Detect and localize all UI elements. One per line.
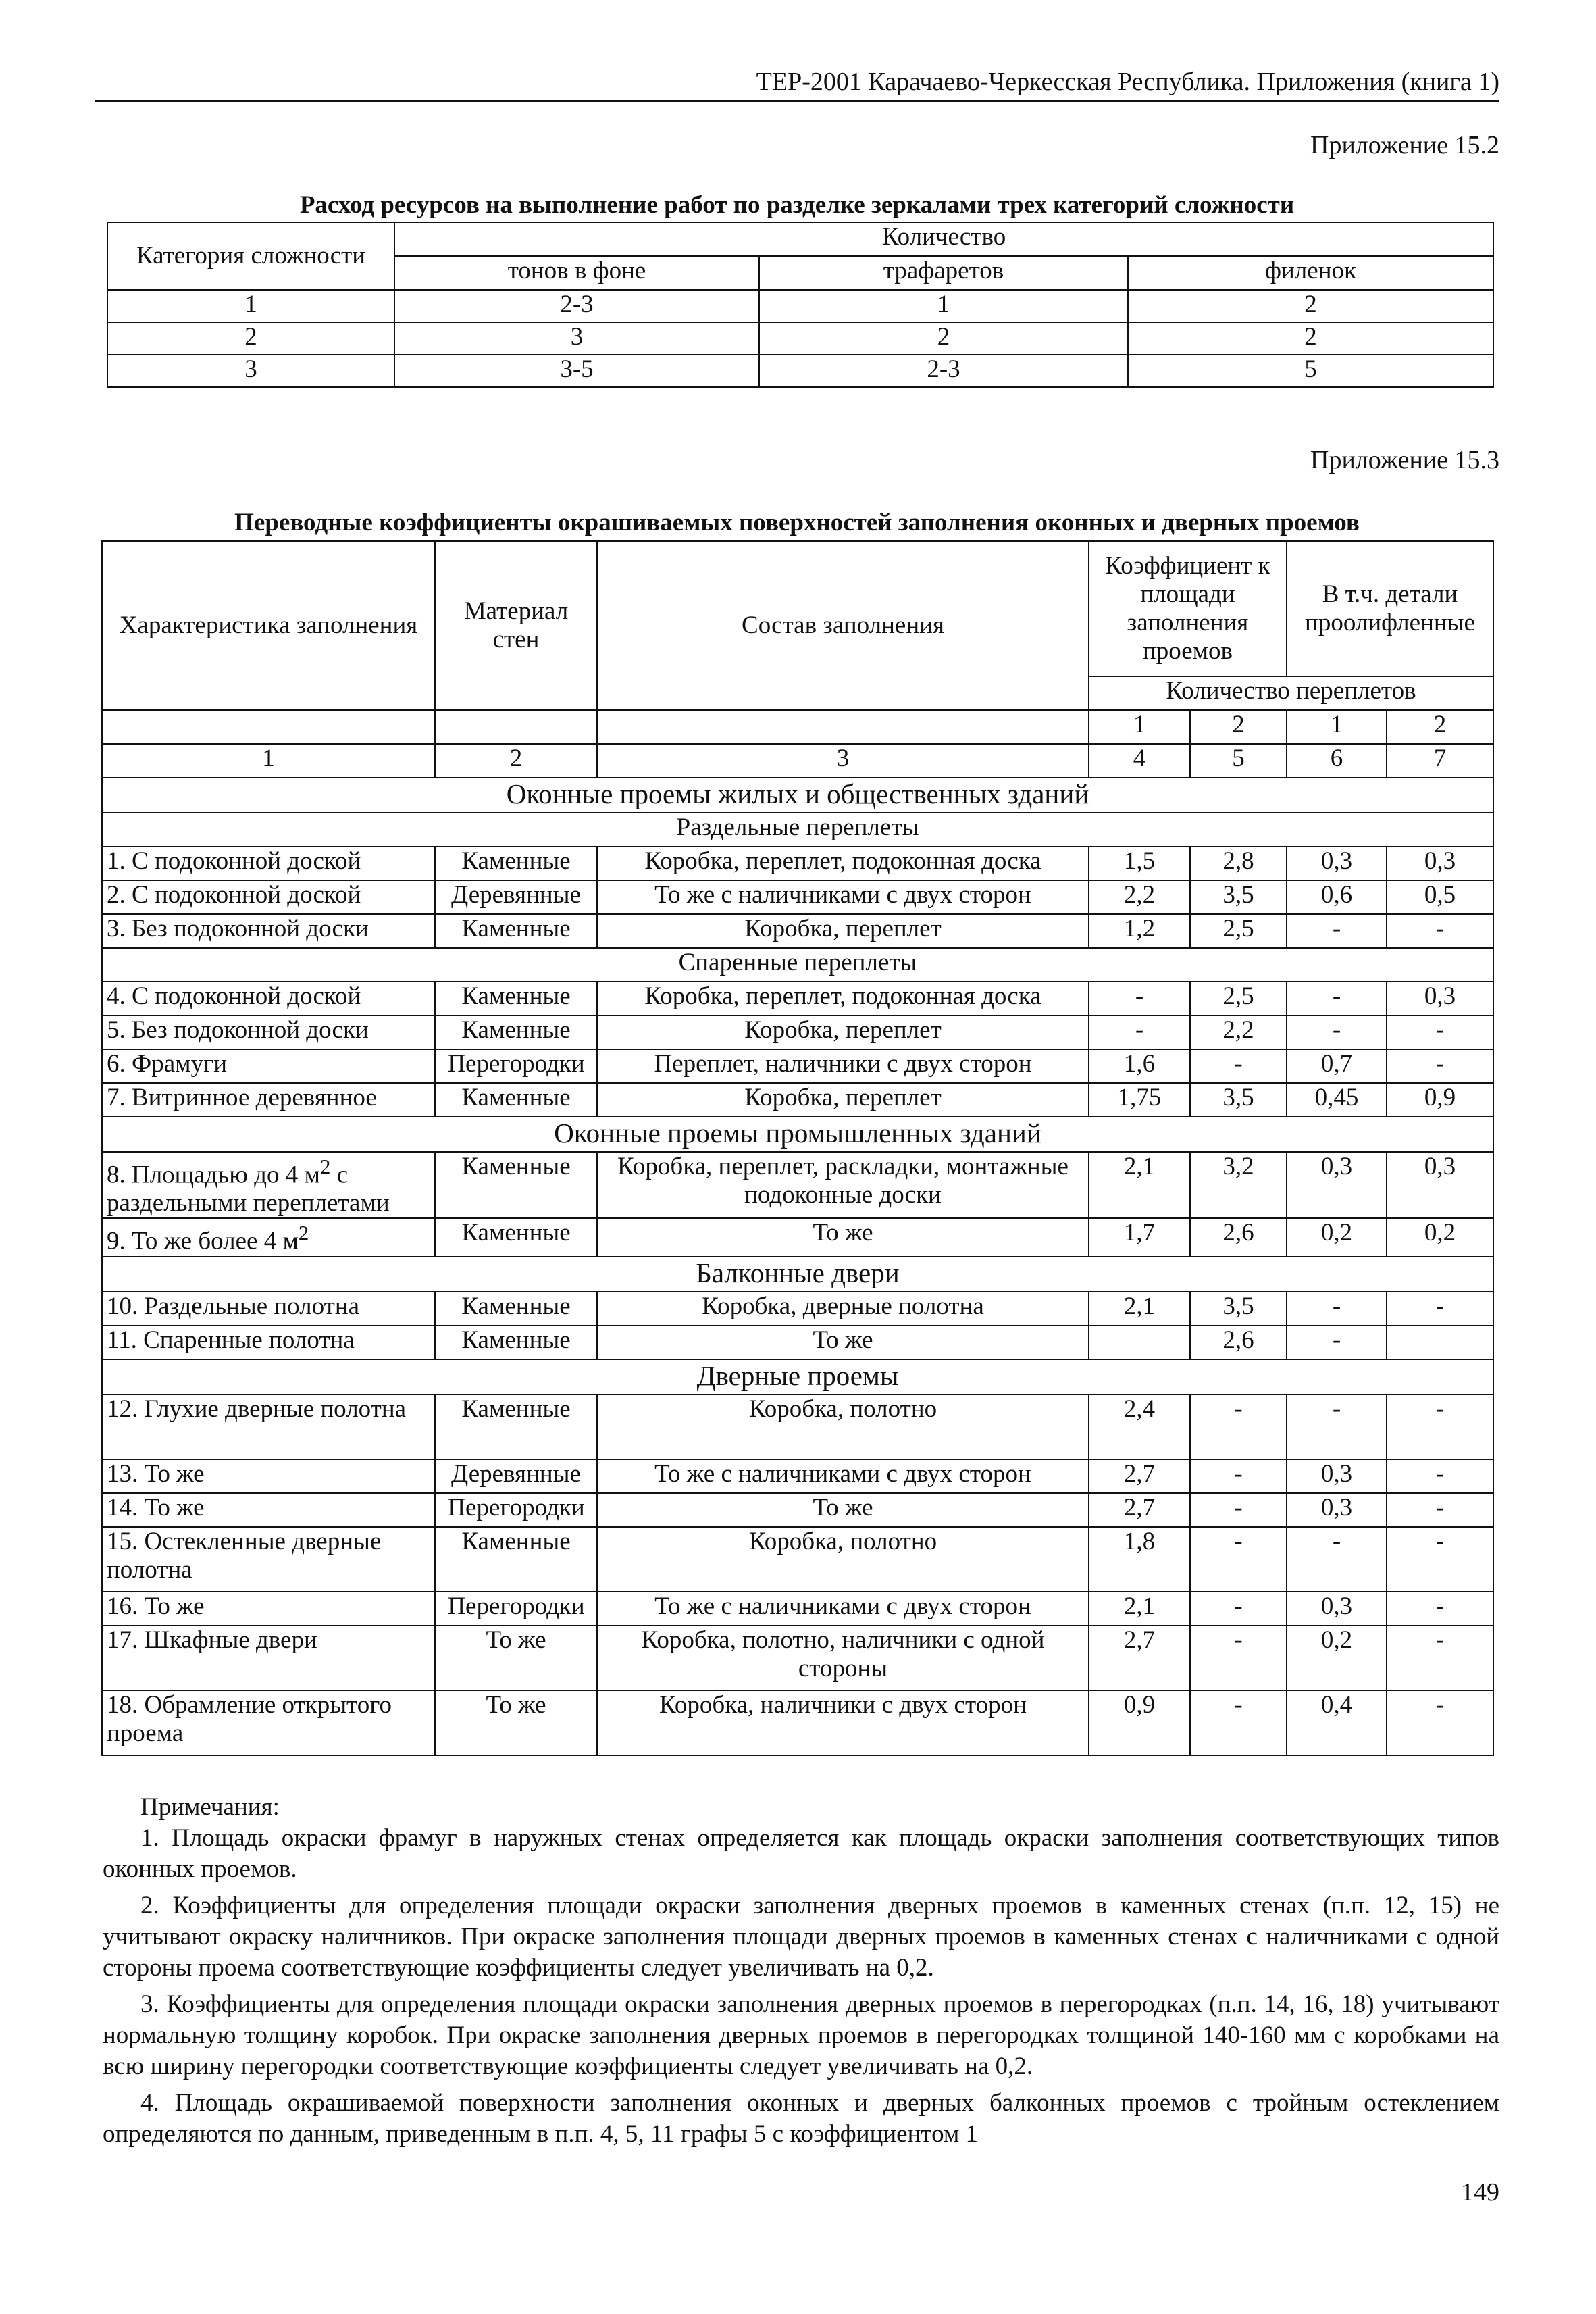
table-cell: 1,6 xyxy=(1089,1049,1190,1083)
table-cell: 2-3 xyxy=(759,355,1128,387)
row-label: с раздельными переплетами xyxy=(107,1161,390,1217)
table-row xyxy=(102,1326,1493,1359)
table-cell: 17. Шкафные двери xyxy=(102,1626,435,1690)
notes-block xyxy=(103,1792,1499,2155)
table-cell: Деревянные xyxy=(435,1459,597,1493)
note-item: 1. Площадь окраски фрамуг в наружных стенах определяется как площадь окраски заполнения соответствующих типов оконных проемов. xyxy=(103,1824,1499,1883)
table-cell: То же xyxy=(597,1493,1089,1527)
header-wall-material: Материал стен xyxy=(435,541,597,710)
table-cell: 0,45 xyxy=(1287,1083,1387,1117)
table-cell: Каменные xyxy=(435,1292,597,1326)
appendix-label-15-3: Приложение 15.3 xyxy=(1310,446,1499,474)
subsection-heading: Спаренные переплеты xyxy=(102,948,1493,982)
table-cell: Коробка, переплет xyxy=(597,1083,1089,1117)
table-cell: 2 xyxy=(107,322,394,355)
table-cell: Каменные xyxy=(435,847,597,880)
table-cell xyxy=(102,1218,435,1256)
header-category: Категория сложности xyxy=(107,222,394,290)
table-cell: - xyxy=(1190,1394,1287,1459)
table-cell: 3 xyxy=(107,355,394,387)
table-cell: 2,5 xyxy=(1190,914,1287,948)
table-row xyxy=(102,1292,1493,1326)
table-cell: 11. Спаренные полотна xyxy=(102,1326,435,1359)
table-cell xyxy=(1089,1326,1190,1359)
section-heading: Балконные двери xyxy=(102,1257,1493,1292)
header-frames-1: 1 xyxy=(1089,710,1190,744)
table-cell: Каменные xyxy=(435,914,597,948)
table-cell: 2 xyxy=(1128,322,1493,355)
table-cell: То же с наличниками с двух сторон xyxy=(597,880,1089,914)
table-cell: 2,8 xyxy=(1190,847,1287,880)
table-cell: Коробка, переплет, раскладки, монтажные подоконные доски xyxy=(597,1152,1089,1218)
table-cell: Каменные xyxy=(435,1083,597,1117)
note-item: 4. Площадь окрашиваемой поверхности заполнения оконных и дверных балконных проемов с тройным остеклением определяются по данным, приведенным в п.п. 4, 5, 11 графы 5 с коэффициентом 1 xyxy=(103,2089,1499,2148)
table-cell: 0,3 xyxy=(1387,847,1493,880)
table-cell: - xyxy=(1287,1015,1387,1049)
header-quantity: Количество xyxy=(394,222,1493,256)
table-cell: 3,5 xyxy=(1190,880,1287,914)
table-cell: - xyxy=(1287,1292,1387,1326)
table-cell: Каменные xyxy=(435,982,597,1015)
table-row xyxy=(107,322,1493,355)
table-cell: 0,4 xyxy=(1287,1690,1387,1755)
table-cell: - xyxy=(1387,1527,1493,1592)
superscript: 2 xyxy=(298,1222,309,1245)
table-cell: 3,5 xyxy=(1190,1083,1287,1117)
column-numbers-row xyxy=(102,744,1493,778)
table-cell: 2 xyxy=(759,322,1128,355)
table-cell: 0,3 xyxy=(1387,982,1493,1015)
table-cell: 2,4 xyxy=(1089,1394,1190,1459)
table-cell: 2,7 xyxy=(1089,1459,1190,1493)
header-composition: Состав заполнения xyxy=(597,541,1089,710)
header-blank xyxy=(102,710,435,744)
section-heading: Дверные проемы xyxy=(102,1359,1493,1394)
table-cell: То же xyxy=(597,1218,1089,1256)
superscript: 2 xyxy=(319,1155,331,1178)
subsection-heading: Раздельные переплеты xyxy=(102,813,1493,847)
notes-title: Примечания: xyxy=(140,1793,280,1821)
table-cell: 14. То же xyxy=(102,1493,435,1527)
column-number: 1 xyxy=(102,744,435,778)
table-cell xyxy=(102,1152,435,1218)
table-cell: - xyxy=(1387,1459,1493,1493)
table-cell: Коробка, переплет, подоконная доска xyxy=(597,847,1089,880)
table-cell: 0,2 xyxy=(1287,1218,1387,1256)
table-cell: - xyxy=(1190,1690,1287,1755)
table-cell: Коробка, наличники с двух сторон xyxy=(597,1690,1089,1755)
table-cell: 2,2 xyxy=(1190,1015,1287,1049)
table-row xyxy=(102,1218,1493,1256)
table-cell: 0,6 xyxy=(1287,880,1387,914)
table-cell: 1,5 xyxy=(1089,847,1190,880)
header-frames-count: Количество переплетов xyxy=(1089,676,1493,710)
table-cell: - xyxy=(1387,1015,1493,1049)
header-coefficient: Коэффициент к площади заполнения проемов xyxy=(1089,541,1287,676)
table-cell: 5. Без подоконной доски xyxy=(102,1015,435,1049)
header-tones: тонов в фоне xyxy=(394,256,759,290)
table-cell: 2,6 xyxy=(1190,1218,1287,1256)
table-cell: 5 xyxy=(1128,355,1493,387)
table-cell xyxy=(1387,1326,1493,1359)
table-cell: Каменные xyxy=(435,1394,597,1459)
table-row xyxy=(102,1015,1493,1049)
table-cell: 2,7 xyxy=(1089,1493,1190,1527)
table-row xyxy=(102,1049,1493,1083)
table-cell: 1,2 xyxy=(1089,914,1190,948)
table-cell: Перегородки xyxy=(435,1049,597,1083)
table-row xyxy=(102,1690,1493,1755)
row-label: 9. То же более 4 м xyxy=(107,1227,299,1255)
column-number: 6 xyxy=(1287,744,1387,778)
table-cell: 7. Витринное деревянное xyxy=(102,1083,435,1117)
table-cell: 3-5 xyxy=(394,355,759,387)
table-cell: - xyxy=(1387,1049,1493,1083)
table-cell: 0,2 xyxy=(1387,1218,1493,1256)
table-cell: Каменные xyxy=(435,1527,597,1592)
table-row xyxy=(102,1626,1493,1690)
table-cell: - xyxy=(1287,982,1387,1015)
note-item: 3. Коэффициенты для определения площади окраски заполнения дверных проемов в перегородках (п.п. 14, 16, 18) учитывают нормальную толщину коробок. При окраске заполнения дверных проемов в перегородках толщиной 140-160 мм с коробками на всю ширину перегородки соответствующие коэффициенты следует увеличивать на 0,2. xyxy=(103,1990,1499,2080)
column-number: 3 xyxy=(597,744,1089,778)
table-cell: 0,3 xyxy=(1287,847,1387,880)
header-panels: филенок xyxy=(1128,256,1493,290)
table-cell: - xyxy=(1190,1626,1287,1690)
table-cell: 2-3 xyxy=(394,290,759,322)
table-cell: 3. Без подоконной доски xyxy=(102,914,435,948)
table-cell: - xyxy=(1387,1690,1493,1755)
table-cell: То же xyxy=(435,1626,597,1690)
header-frames-2: 2 xyxy=(1387,710,1493,744)
table-cell: 12. Глухие дверные полотна xyxy=(102,1394,435,1459)
table-cell: Каменные xyxy=(435,1015,597,1049)
page-number: 149 xyxy=(1461,2178,1499,2207)
header-rule xyxy=(95,100,1499,102)
table-cell: 0,7 xyxy=(1287,1049,1387,1083)
table-cell: - xyxy=(1190,1049,1287,1083)
table-cell: Коробка, полотно, наличники с одной стороны xyxy=(597,1626,1089,1690)
table-cell: 16. То же xyxy=(102,1592,435,1626)
appendix-label-15-2: Приложение 15.2 xyxy=(1310,131,1499,159)
table-cell: - xyxy=(1387,1592,1493,1626)
table-cell: - xyxy=(1287,914,1387,948)
table-cell: - xyxy=(1387,1394,1493,1459)
table-cell: 0,9 xyxy=(1387,1083,1493,1117)
table-row xyxy=(102,1592,1493,1626)
table-row xyxy=(102,1152,1493,1218)
resources-table xyxy=(107,222,1494,388)
table-cell: Перегородки xyxy=(435,1592,597,1626)
column-number: 5 xyxy=(1190,744,1287,778)
table-cell: 0,3 xyxy=(1287,1152,1387,1218)
section-heading: Оконные проемы промышленных зданий xyxy=(102,1117,1493,1152)
table-cell: - xyxy=(1387,1292,1493,1326)
table-cell: 3,5 xyxy=(1190,1292,1287,1326)
table-cell: 2. С подоконной доской xyxy=(102,880,435,914)
table-cell: Коробка, переплет xyxy=(597,1015,1089,1049)
table-cell: 2,2 xyxy=(1089,880,1190,914)
table-cell: То же xyxy=(435,1690,597,1755)
table-cell: - xyxy=(1190,1459,1287,1493)
table-cell: - xyxy=(1190,1493,1287,1527)
table-cell: 6. Фрамуги xyxy=(102,1049,435,1083)
table-cell: Коробка, полотно xyxy=(597,1527,1089,1592)
table-cell: 2,1 xyxy=(1089,1592,1190,1626)
table-cell: 13. То же xyxy=(102,1459,435,1493)
table-cell: 1. С подоконной доской xyxy=(102,847,435,880)
header-blank xyxy=(597,710,1089,744)
table-row xyxy=(102,1083,1493,1117)
table-cell: - xyxy=(1287,1326,1387,1359)
table-cell: 3 xyxy=(394,322,759,355)
table-cell: 10. Раздельные полотна xyxy=(102,1292,435,1326)
table-cell: 1,75 xyxy=(1089,1083,1190,1117)
running-header: ТЕР-2001 Карачаево-Черкесская Республика. Приложения (книга 1) xyxy=(756,68,1499,96)
table-cell: 0,3 xyxy=(1387,1152,1493,1218)
table-cell: 1 xyxy=(107,290,394,322)
table-cell: - xyxy=(1387,1493,1493,1527)
table-cell: Каменные xyxy=(435,1152,597,1218)
table-cell: 3,2 xyxy=(1190,1152,1287,1218)
table-cell: 2,1 xyxy=(1089,1292,1190,1326)
table-cell: Каменные xyxy=(435,1218,597,1256)
table-title-coefficients: Переводные коэффициенты окрашиваемых поверхностей заполнения оконных и дверных проемов xyxy=(234,509,1360,536)
table-cell: Перегородки xyxy=(435,1493,597,1527)
table-row xyxy=(102,847,1493,880)
table-cell: Коробка, полотно xyxy=(597,1394,1089,1459)
table-cell: Каменные xyxy=(435,1326,597,1359)
table-row xyxy=(102,982,1493,1015)
table-row xyxy=(107,290,1493,322)
table-cell: 1 xyxy=(759,290,1128,322)
table-cell: 2,7 xyxy=(1089,1626,1190,1690)
table-cell: 0,3 xyxy=(1287,1493,1387,1527)
table-cell: - xyxy=(1287,1394,1387,1459)
table-row xyxy=(102,1459,1493,1493)
table-cell: 2 xyxy=(1128,290,1493,322)
table-cell: Коробка, переплет, подоконная доска xyxy=(597,982,1089,1015)
table-cell: - xyxy=(1190,1527,1287,1592)
header-frames-2: 2 xyxy=(1190,710,1287,744)
header-frames-1: 1 xyxy=(1287,710,1387,744)
table-cell: - xyxy=(1089,982,1190,1015)
table-cell: 18. Обрамление открытого проема xyxy=(102,1690,435,1755)
table-cell: 2,5 xyxy=(1190,982,1287,1015)
table-cell: - xyxy=(1287,1527,1387,1592)
table-cell: 4. С подоконной доской xyxy=(102,982,435,1015)
table-cell: 2,1 xyxy=(1089,1152,1190,1218)
coefficients-table xyxy=(101,540,1494,1756)
table-cell: 0,3 xyxy=(1287,1459,1387,1493)
note-item: 2. Коэффициенты для определения площади окраски заполнения дверных проемов в каменных стенах (п.п. 12, 15) не учитывают окраску наличников. При окраске заполнения площади дверных проемов в каменных стенах с наличниками с одной стороны проема соответствующие коэффициенты следует увеличивать на 0,2. xyxy=(103,1892,1499,1982)
table-cell: Деревянные xyxy=(435,880,597,914)
header-blank xyxy=(435,710,597,744)
table-cell: - xyxy=(1089,1015,1190,1049)
table-row xyxy=(102,914,1493,948)
row-label: 8. Площадью до 4 м xyxy=(107,1161,320,1189)
table-cell: 1,8 xyxy=(1089,1527,1190,1592)
table-row xyxy=(102,880,1493,914)
column-number: 2 xyxy=(435,744,597,778)
table-cell: Переплет, наличники с двух сторон xyxy=(597,1049,1089,1083)
table-cell: 0,5 xyxy=(1387,880,1493,914)
table-cell: То же xyxy=(597,1326,1089,1359)
header-oiled-parts: В т.ч. детали проолифленные xyxy=(1287,541,1493,676)
table-cell: 1,7 xyxy=(1089,1218,1190,1256)
table-cell: 15. Остекленные дверные полотна xyxy=(102,1527,435,1592)
table-cell: - xyxy=(1387,914,1493,948)
column-number: 4 xyxy=(1089,744,1190,778)
table-cell: Коробка, дверные полотна xyxy=(597,1292,1089,1326)
table-title-resources: Расход ресурсов на выполнение работ по разделке зеркалами трех категорий сложности xyxy=(299,191,1295,219)
header-stencils: трафаретов xyxy=(759,256,1128,290)
table-row xyxy=(107,355,1493,387)
table-cell: - xyxy=(1190,1592,1287,1626)
table-cell: 0,9 xyxy=(1089,1690,1190,1755)
table-cell: 2,6 xyxy=(1190,1326,1287,1359)
table-cell: - xyxy=(1387,1626,1493,1690)
table-row xyxy=(102,1493,1493,1527)
table-cell: То же с наличниками с двух сторон xyxy=(597,1592,1089,1626)
table-cell: 0,2 xyxy=(1287,1626,1387,1690)
table-row xyxy=(102,1527,1493,1592)
column-number: 7 xyxy=(1387,744,1493,778)
table-cell: Коробка, переплет xyxy=(597,914,1089,948)
table-row xyxy=(102,1394,1493,1459)
header-characteristic: Характеристика заполнения xyxy=(102,541,435,710)
section-heading: Оконные проемы жилых и общественных зданий xyxy=(102,778,1493,813)
table-cell: 0,3 xyxy=(1287,1592,1387,1626)
table-cell: То же с наличниками с двух сторон xyxy=(597,1459,1089,1493)
